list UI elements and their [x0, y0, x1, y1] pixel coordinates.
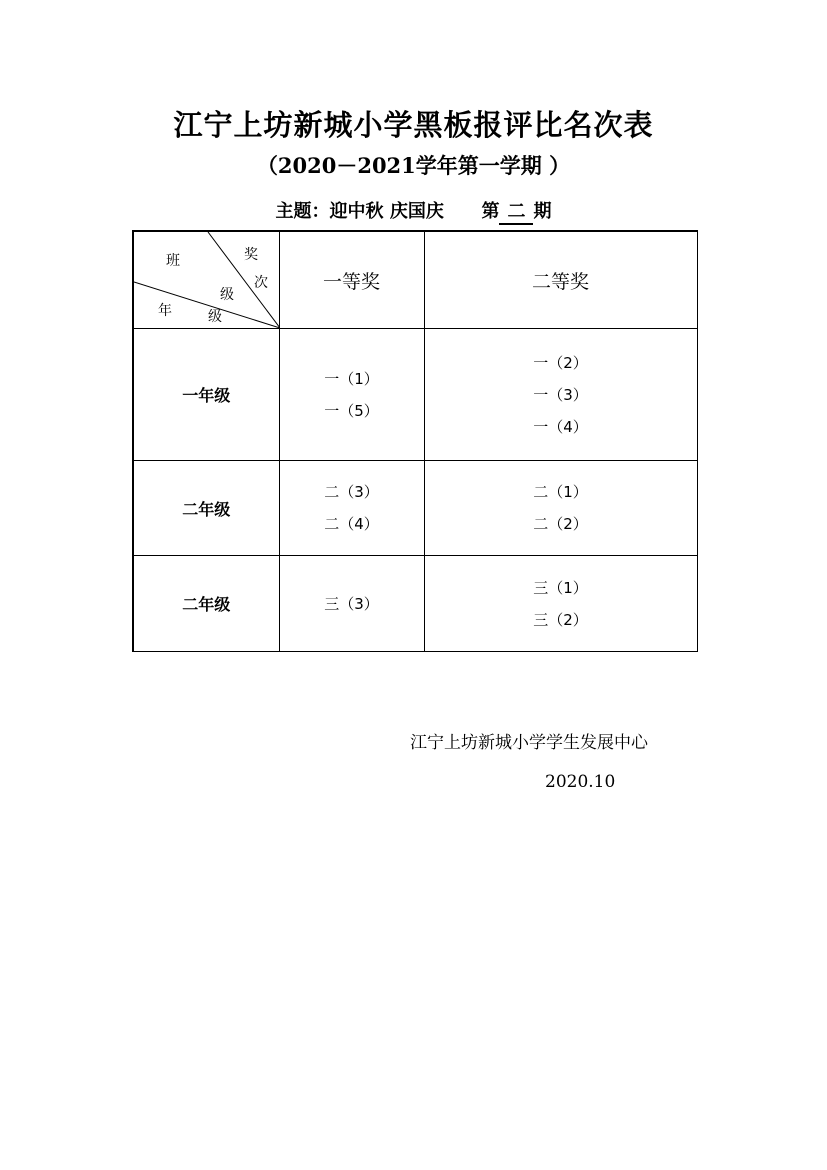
table-row: [133, 329, 697, 461]
class-entry: 二（2）: [533, 515, 588, 533]
grade-cell: 二年级: [133, 461, 279, 556]
corner-label-ji-1: 级: [220, 287, 234, 303]
class-entry: 一（4）: [533, 417, 588, 436]
first-prize-cell: [279, 461, 424, 556]
column-header-second-prize: 二等奖: [424, 231, 697, 329]
issue-date: 2020.10: [545, 772, 616, 792]
issue-prefix: 第: [481, 201, 500, 222]
theme-line: [0, 197, 827, 225]
column-header-first-prize: 一等奖: [279, 231, 424, 329]
document-subtitle: （2020－2021学年第一学期 ）: [256, 153, 571, 178]
second-prize-cell: [424, 329, 697, 461]
class-entry: 二（1）: [533, 483, 588, 501]
issue-suffix: 期: [533, 201, 552, 222]
grade-cell: 一年级: [133, 329, 279, 461]
class-entry: 三（1）: [533, 578, 588, 597]
table-row: [133, 461, 697, 556]
first-prize-cell: [279, 329, 424, 461]
diagonal-header-cell: [133, 231, 279, 329]
class-entry: 二（4）: [324, 515, 379, 533]
corner-label-ci: 次: [254, 275, 268, 291]
class-entry: 三（3）: [324, 594, 379, 613]
second-prize-cell: [424, 556, 697, 652]
corner-label-jiang: 奖: [244, 247, 258, 263]
theme-label: 主题：迎中秋 庆国庆: [275, 201, 444, 222]
award-table: [132, 230, 698, 652]
class-entry: 一（5）: [324, 401, 379, 420]
class-entry: 二（3）: [324, 483, 379, 501]
table-row: [133, 556, 697, 652]
document-title: 江宁上坊新城小学黑板报评比名次表: [173, 108, 654, 142]
class-entry: 一（3）: [533, 385, 588, 404]
corner-label-nian: 年: [158, 303, 172, 319]
second-prize-cell: [424, 461, 697, 556]
corner-label-ji-2: 级: [208, 309, 222, 325]
first-prize-cell: [279, 556, 424, 652]
corner-label-ban: 班: [166, 253, 180, 269]
table-header-row: [133, 231, 697, 329]
class-entry: 三（2）: [533, 610, 588, 629]
issuing-organization: 江宁上坊新城小学学生发展中心: [410, 733, 648, 753]
grade-cell: 二年级: [133, 556, 279, 652]
issue-number: 二: [499, 197, 533, 225]
class-entry: 一（2）: [533, 353, 588, 372]
class-entry: 一（1）: [324, 369, 379, 388]
